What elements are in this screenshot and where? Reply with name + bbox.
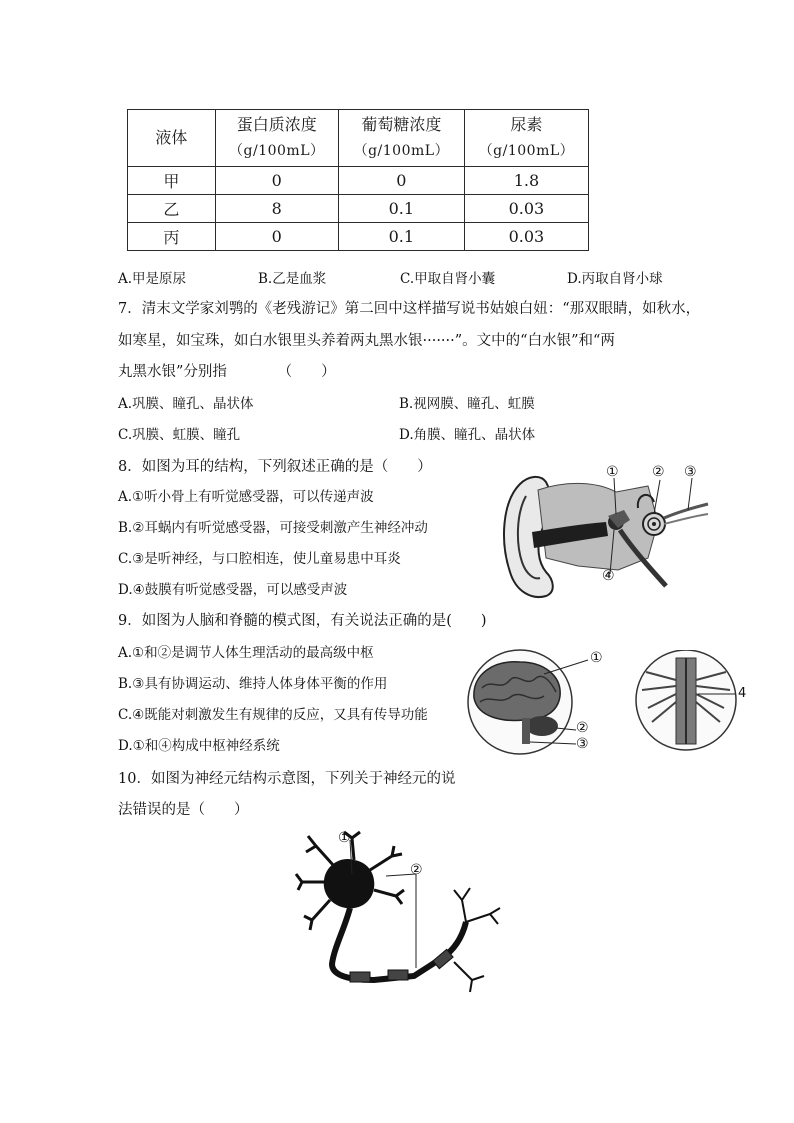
table-cell: 甲	[128, 167, 216, 195]
brain-figure	[464, 648, 614, 758]
q9-option-b[interactable]: B.③具有协调运动、维持人体身体平衡的作用	[118, 676, 388, 692]
q8-option-d[interactable]: D.④鼓膜有听觉感受器，可以感受声波	[118, 582, 348, 598]
q7-stem-line-2: 如寒星，如宝珠，如白水银里头养着两丸黑水银·······”。文中的“白水银”和“两	[118, 333, 615, 349]
table-cell: 0	[338, 167, 464, 195]
q9-option-c[interactable]: C.④既能对刺激发生有规律的反应，又具有传导功能	[118, 707, 428, 723]
spinal-cord-figure	[626, 650, 750, 754]
table-cell: 0.1	[338, 195, 464, 223]
table-cell: 8	[215, 195, 338, 223]
q6-option-b[interactable]: B.乙是血浆	[258, 271, 327, 287]
brain-label-2: ②	[576, 720, 589, 736]
q7-stem-line-1: 7．清末文学家刘鹗的《老残游记》第二回中这样描写说书姑娘白妞：“那双眼睛，如秋水，	[118, 301, 701, 317]
q9-option-d[interactable]: D.①和④构成中枢神经系统	[118, 738, 280, 754]
table-header-glucose: 葡萄糖浓度 （g/100mL）	[338, 110, 464, 167]
q8-option-a[interactable]: A.①听小骨上有听觉感受器，可以传递声波	[118, 489, 374, 505]
table-cell: 0	[215, 223, 338, 251]
table-row	[128, 195, 589, 223]
ear-label-2: ②	[652, 464, 665, 480]
table-cell: 0.03	[464, 223, 588, 251]
q7-option-c[interactable]: C.巩膜、虹膜、瞳孔	[118, 427, 241, 443]
q7-stem-line-3: 丸黑水银”分别指 （ ）	[118, 364, 336, 380]
q6-option-c[interactable]: C.甲取自肾小囊	[400, 271, 496, 287]
q10-stem-line-1: 10．如图为神经元结构示意图，下列关于神经元的说	[118, 771, 456, 787]
q9-option-a[interactable]: A.①和②是调节人体生理活动的最高级中枢	[118, 645, 374, 661]
table-cell: 0	[215, 167, 338, 195]
spinal-label-4: 4	[738, 686, 747, 701]
table-header-urea: 尿素 （g/100mL）	[464, 110, 588, 167]
q6-option-d[interactable]: D.丙取自肾小球	[567, 271, 663, 287]
q9-stem: 9．如图为人脑和脊髓的模式图，有关说法正确的是( )	[118, 613, 487, 629]
liquid-composition-table	[127, 109, 589, 251]
table-header-protein: 蛋白质浓度 （g/100mL）	[215, 110, 338, 167]
table-header-row	[128, 110, 589, 167]
table-cell: 乙	[128, 195, 216, 223]
q6-option-a[interactable]: A.甲是原尿	[118, 271, 187, 287]
brain-label-1: ①	[590, 650, 603, 666]
ear-label-1: ①	[606, 464, 619, 480]
brain-label-3: ③	[576, 736, 589, 752]
table-cell: 0.03	[464, 195, 588, 223]
q7-option-d[interactable]: D.角膜、瞳孔、晶状体	[399, 427, 536, 443]
ear-label-4: ④	[602, 568, 615, 584]
q8-option-b[interactable]: B.②耳蜗内有听觉感受器，可接受刺激产生神经冲动	[118, 520, 428, 536]
q7-option-a[interactable]: A.巩膜、瞳孔、晶状体	[118, 396, 254, 412]
q8-option-c[interactable]: C.③是听神经，与口腔相连，使儿童易患中耳炎	[118, 551, 401, 567]
neuron-label-2: ②	[410, 862, 423, 878]
table-row	[128, 167, 589, 195]
neuron-figure	[294, 830, 504, 1002]
ear-structure-figure	[498, 462, 710, 606]
table-header-liquid: 液体	[128, 110, 216, 167]
table-row	[128, 223, 589, 251]
q7-option-b[interactable]: B.视网膜、瞳孔、虹膜	[399, 396, 535, 412]
table-cell: 0.1	[338, 223, 464, 251]
q10-stem-line-2: 法错误的是（ ）	[118, 802, 249, 818]
ear-label-3: ③	[684, 464, 697, 480]
table-cell: 1.8	[464, 167, 588, 195]
neuron-label-1: ①	[338, 830, 351, 846]
table-cell: 丙	[128, 223, 216, 251]
q8-stem: 8．如图为耳的结构，下列叙述正确的是（ ）	[118, 459, 432, 475]
